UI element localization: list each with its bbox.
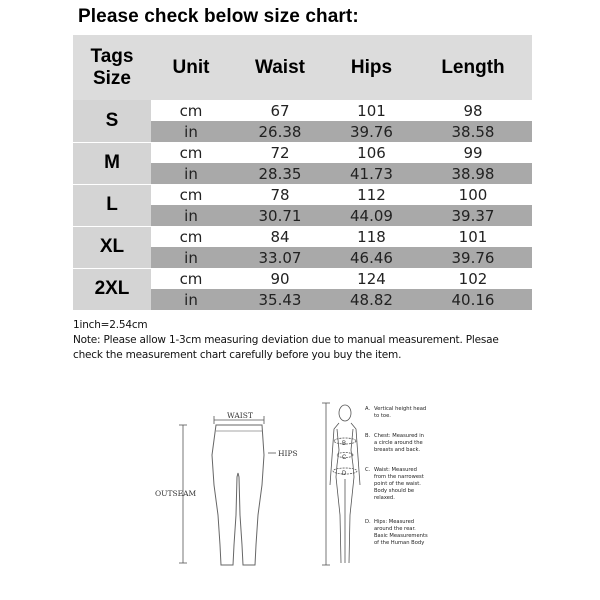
header-size: Size xyxy=(92,67,132,89)
body-diagram-legend xyxy=(365,406,428,546)
legend-a-line1: Vertical height head xyxy=(374,406,427,412)
legend-c-letter: C. xyxy=(365,467,371,473)
size-chart-table xyxy=(73,35,532,311)
waist-cell: 67 xyxy=(231,100,329,121)
outseam-label: OUTSEAM xyxy=(155,489,197,498)
table-row xyxy=(73,142,532,163)
header-unit: Unit xyxy=(151,35,231,100)
chest-marker: B xyxy=(342,441,347,447)
legend-c-line1: Waist: Measured xyxy=(374,467,417,473)
hips-cell: 46.46 xyxy=(329,247,414,268)
length-cell: 39.76 xyxy=(414,247,532,268)
deviation-note-line2: check the measurement chart carefully before you buy the item. xyxy=(73,349,402,361)
length-cell: 38.98 xyxy=(414,163,532,184)
hips-cell: 106 xyxy=(329,142,414,163)
unit-cell: cm xyxy=(151,142,231,163)
legend-c-line2: from the narrowest xyxy=(374,474,424,480)
table-row xyxy=(73,268,532,289)
conversion-note: 1inch=2.54cm xyxy=(73,319,148,331)
legend-d-letter: D. xyxy=(365,519,371,525)
length-cell: 101 xyxy=(414,226,532,247)
figure-head xyxy=(339,405,351,421)
table-row xyxy=(73,184,532,205)
waist-cell: 78 xyxy=(231,184,329,205)
unit-cell: cm xyxy=(151,226,231,247)
waist-label: WAIST xyxy=(227,411,253,420)
header-length: Length xyxy=(414,35,532,100)
legend-b-line1: Chest: Measured in xyxy=(374,433,424,439)
length-cell: 39.37 xyxy=(414,205,532,226)
legend-c-line3: point of the waist. xyxy=(374,481,421,487)
hips-cell: 124 xyxy=(329,268,414,289)
length-cell: 40.16 xyxy=(414,289,532,310)
header-hips: Hips xyxy=(329,35,414,100)
length-cell: 98 xyxy=(414,100,532,121)
length-cell: 100 xyxy=(414,184,532,205)
unit-cell: cm xyxy=(151,184,231,205)
size-label: 2XL xyxy=(73,268,151,310)
measurement-diagrams xyxy=(140,395,460,575)
waist-cell: 26.38 xyxy=(231,121,329,142)
unit-cell: in xyxy=(151,121,231,142)
legend-d-line4: of the Human Body xyxy=(374,540,425,546)
legend-d-line2: around the rear. xyxy=(374,526,416,532)
waist-cell: 28.35 xyxy=(231,163,329,184)
legend-a-letter: A. xyxy=(365,406,371,412)
waist-cell: 90 xyxy=(231,268,329,289)
measurement-notes xyxy=(73,318,543,363)
legend-a-line2: to toe. xyxy=(374,413,391,419)
unit-cell: cm xyxy=(151,268,231,289)
unit-cell: in xyxy=(151,247,231,268)
hips-cell: 44.09 xyxy=(329,205,414,226)
legend-c-line5: relaxed. xyxy=(374,495,395,501)
legend-b-line3: breasts and back. xyxy=(374,447,421,453)
size-label: S xyxy=(73,100,151,142)
header-tags-size xyxy=(73,35,151,100)
table-row xyxy=(73,100,532,121)
length-cell: 99 xyxy=(414,142,532,163)
hips-label: HIPS xyxy=(278,449,298,458)
size-label: M xyxy=(73,142,151,184)
size-label: L xyxy=(73,184,151,226)
unit-cell: cm xyxy=(151,100,231,121)
waist-marker: C xyxy=(342,455,347,461)
header-waist: Waist xyxy=(231,35,329,100)
waist-cell: 30.71 xyxy=(231,205,329,226)
unit-cell: in xyxy=(151,205,231,226)
legend-d-line1: Hips: Measured xyxy=(374,519,415,525)
header-tags: Tags xyxy=(90,45,134,67)
hips-cell: 101 xyxy=(329,100,414,121)
legging-outline xyxy=(212,425,264,565)
length-cell: 38.58 xyxy=(414,121,532,142)
hips-cell: 48.82 xyxy=(329,289,414,310)
hips-cell: 112 xyxy=(329,184,414,205)
table-header-row xyxy=(73,35,532,100)
legend-b-line2: a circle around the xyxy=(374,440,423,446)
size-label: XL xyxy=(73,226,151,268)
hips-marker: D xyxy=(342,471,347,477)
legend-b-letter: B. xyxy=(365,433,371,439)
legend-d-line3: Basic Measurements xyxy=(374,533,428,539)
table-row xyxy=(73,226,532,247)
unit-cell: in xyxy=(151,289,231,310)
waist-cell: 35.43 xyxy=(231,289,329,310)
page-title: Please check below size chart: xyxy=(78,6,359,27)
hips-cell: 118 xyxy=(329,226,414,247)
length-cell: 102 xyxy=(414,268,532,289)
deviation-note-line1: Note: Please allow 1-3cm measuring deviation due to manual measurement. Plesae xyxy=(73,334,499,346)
unit-cell: in xyxy=(151,163,231,184)
figure-body xyxy=(336,429,354,563)
hips-cell: 41.73 xyxy=(329,163,414,184)
body-diagram xyxy=(322,403,360,565)
hips-cell: 39.76 xyxy=(329,121,414,142)
waist-cell: 33.07 xyxy=(231,247,329,268)
waist-cell: 72 xyxy=(231,142,329,163)
legend-c-line4: Body should be xyxy=(374,488,415,494)
waist-cell: 84 xyxy=(231,226,329,247)
